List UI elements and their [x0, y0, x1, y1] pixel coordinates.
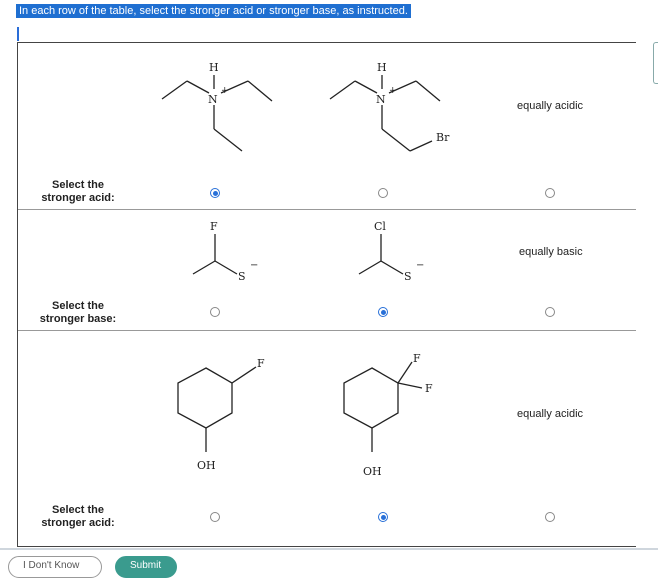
- row1-label-line2: stronger acid:: [41, 192, 115, 204]
- text-cursor: [17, 27, 19, 41]
- atom-h: H: [377, 61, 387, 74]
- side-panel-tab[interactable]: [653, 42, 658, 84]
- row1-mol1-structure: [150, 55, 290, 165]
- row3-mol2-structure: [334, 350, 454, 480]
- row3-radio-mol1[interactable]: [210, 512, 220, 522]
- atom-br: Br: [436, 131, 450, 144]
- atom-f: F: [425, 382, 433, 395]
- row2-label-line2: stronger base:: [39, 313, 117, 325]
- atom-oh: OH: [363, 465, 382, 478]
- row1-mol2-structure: [318, 55, 468, 165]
- row2-label: [30, 300, 126, 326]
- row3-label-line1: Select the: [52, 504, 104, 516]
- charge-minus: −: [416, 260, 425, 271]
- instruction-text: In each row of the table, select the stronger acid or stronger base, as instructed.: [16, 4, 411, 18]
- row-divider: [18, 330, 636, 331]
- row2-radio-mol2[interactable]: [378, 307, 388, 317]
- atom-n: N: [376, 93, 386, 106]
- row1-label: [30, 179, 126, 205]
- row2-mol2-structure: [346, 218, 446, 288]
- row2-radio-equal[interactable]: [545, 307, 555, 317]
- row3-radio-mol2[interactable]: [378, 512, 388, 522]
- atom-s: S: [404, 270, 412, 283]
- atom-f: F: [210, 220, 218, 233]
- atom-f: F: [257, 357, 265, 370]
- row3-radio-equal[interactable]: [545, 512, 555, 522]
- row1-radio-mol1[interactable]: [210, 188, 220, 198]
- atom-cl: Cl: [374, 220, 386, 233]
- row3-equal-label: equally acidic: [517, 408, 584, 420]
- row1-equal-label: equally acidic: [517, 100, 584, 112]
- row2-mol1-structure: [180, 218, 280, 288]
- row2-equal-label: equally basic: [519, 246, 583, 258]
- submit-button[interactable]: Submit: [115, 556, 177, 578]
- atom-s: S: [238, 270, 246, 283]
- row-divider: [18, 209, 636, 210]
- atom-oh: OH: [197, 459, 216, 472]
- row1-label-line1: Select the: [52, 179, 104, 191]
- charge-plus: +: [221, 86, 229, 96]
- atom-h: H: [209, 61, 219, 74]
- row2-radio-mol1[interactable]: [210, 307, 220, 317]
- row3-mol1-structure: [170, 350, 280, 480]
- row2-label-line1: Select the: [52, 300, 104, 312]
- charge-minus: −: [250, 260, 259, 271]
- atom-n: N: [208, 93, 218, 106]
- atom-f: F: [413, 352, 421, 365]
- dont-know-button[interactable]: I Don't Know: [8, 556, 102, 578]
- charge-plus: +: [389, 86, 397, 96]
- row1-radio-equal[interactable]: [545, 188, 555, 198]
- row3-label: [30, 504, 126, 530]
- row1-radio-mol2[interactable]: [378, 188, 388, 198]
- row3-label-line2: stronger acid:: [41, 517, 115, 529]
